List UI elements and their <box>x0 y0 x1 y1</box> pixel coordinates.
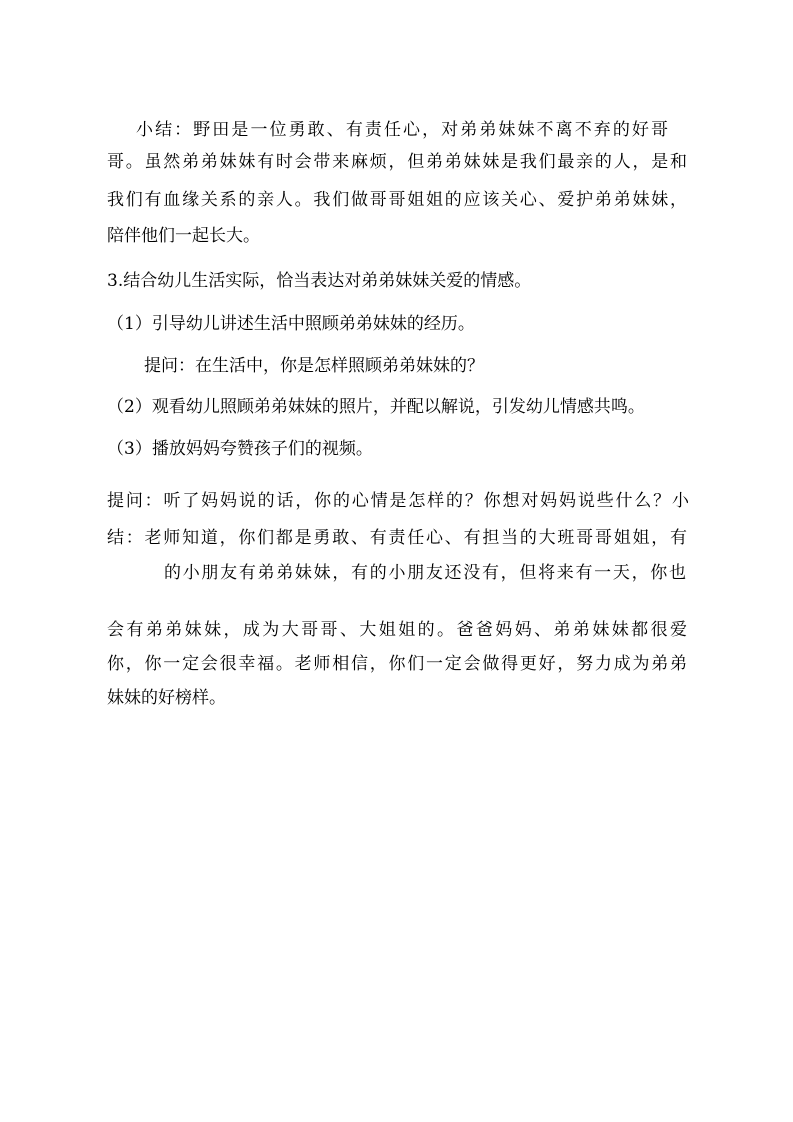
step-2-text: （2）观看幼儿照顾弟弟妹妹的照片，并配以解说，引发幼儿情感共鸣。 <box>107 397 645 417</box>
section-3-heading: 3.结合幼儿生活实际，恰当表达对弟弟妹妹关爱的情感。 <box>107 271 532 291</box>
summary-1-line-4: 陪伴他们一起长大。 <box>107 226 260 246</box>
question-summary-2-line-3: 的小朋友有弟弟妹妹，有的小朋友还没有，但将来有一天，你也 <box>164 563 686 583</box>
step-1-text: （1）引导幼儿讲述生活中照顾弟弟妹妹的经历。 <box>107 314 475 334</box>
question-summary-2-line-4: 会有弟弟妹妹，成为大哥哥、大姐姐的。爸爸妈妈、弟弟妹妹都很爱 <box>107 620 687 640</box>
step-3-text: （3）播放妈妈夸赞孩子们的视频。 <box>107 439 373 459</box>
summary-1-line-1: 小结：野田是一位勇敢、有责任心，对弟弟妹妹不离不弃的好哥 <box>136 120 668 140</box>
question-summary-2-line-5: 你，你一定会很幸福。老师相信，你们一定会做得更好，努力成为弟弟 <box>107 654 687 674</box>
summary-1-line-3: 我们有血缘关系的亲人。我们做哥哥姐姐的应该关心、爱护弟弟妹妹， <box>107 190 687 210</box>
question-summary-2-line-1: 提问：听了妈妈说的话，你的心情是怎样的？你想对妈妈说些什么？小 <box>107 491 689 511</box>
question-summary-2-line-2: 结：老师知道，你们都是勇敢、有责任心、有担当的大班哥哥姐姐，有 <box>107 528 687 548</box>
question-1-text: 提问：在生活中，你是怎样照顾弟弟妹妹的？ <box>144 356 484 376</box>
summary-1-line-2: 哥。虽然弟弟妹妹有时会带来麻烦，但弟弟妹妹是我们最亲的人，是和 <box>107 152 687 172</box>
question-summary-2-line-6: 妹妹的好榜样。 <box>107 688 226 708</box>
